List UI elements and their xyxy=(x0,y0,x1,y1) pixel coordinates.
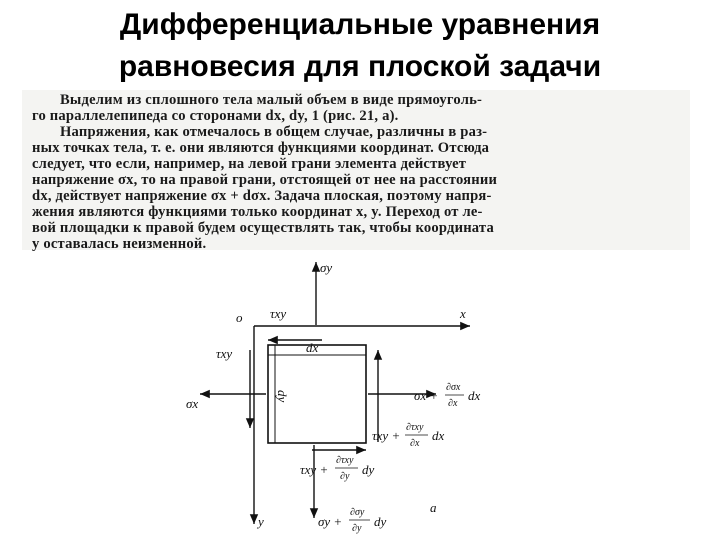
label-tau-right-num: ∂τxy xyxy=(406,422,424,433)
scan-line-2: го параллелепипеда со сторонами dx, dy, 1 (рис. 21, а). xyxy=(32,108,399,124)
label-tau-bottom-num: ∂τxy xyxy=(336,455,354,466)
label-tau-right-base: τxy + xyxy=(372,428,401,443)
label-x-axis: x xyxy=(460,306,466,321)
scan-line-10: y оставалась неизменной. xyxy=(32,236,207,252)
scan-line-3: Напряжения, как отмечалось в общем случае, различны в раз- xyxy=(60,124,488,140)
scan-line-5: следует, что если, например, на левой грани элемента действует xyxy=(32,156,467,172)
scan-line-1: Выделим из сплошного тела малый объем в виде прямоуголь- xyxy=(60,92,483,108)
title-line-2: равновесия для плоской задачи xyxy=(118,50,602,83)
label-sigma-y-bottom-base: σy + xyxy=(318,514,343,529)
scan-line-4: ных точках тела, т. е. они являются функциями координат. Отсюда xyxy=(32,140,490,156)
label-origin: o xyxy=(236,310,243,325)
label-sigma-y: σy xyxy=(320,260,333,275)
label-figure-letter: a xyxy=(430,500,437,515)
label-tau-bottom-den: ∂y xyxy=(340,471,350,482)
label-sigma-x-right-num: ∂σx xyxy=(446,382,461,393)
label-tau-bottom-tail: dy xyxy=(362,462,375,477)
label-sigma-x-right-base: σx + xyxy=(414,388,439,403)
label-sigma-y-bottom-den: ∂y xyxy=(352,523,362,534)
label-tau-left: τxy xyxy=(216,346,233,361)
label-tau-bottom-base: τxy + xyxy=(300,462,329,477)
label-sigma-y-bottom-tail: dy xyxy=(374,514,387,529)
label-dx: dx xyxy=(306,340,319,355)
title-line-1: Дифференциальные уравнения xyxy=(119,8,601,41)
scan-line-7: dx, действует напряжение σx + dσx. Задача плоская, поэтому напря- xyxy=(32,188,492,204)
scan-line-8: жения являются функциями только координат x, y. Переход от ле- xyxy=(32,204,483,220)
label-sigma-x-right-den: ∂x xyxy=(448,398,458,409)
label-sigma-y-bottom-num: ∂σy xyxy=(350,507,365,518)
label-tau-top: τxy xyxy=(270,306,287,321)
label-tau-right-tail: dx xyxy=(432,428,445,443)
label-dy: dy xyxy=(275,390,290,403)
label-sigma-x-left: σx xyxy=(186,396,199,411)
label-sigma-x-right-tail: dx xyxy=(468,388,481,403)
label-y-axis: y xyxy=(258,514,264,529)
label-tau-right-den: ∂x xyxy=(410,438,420,449)
scan-line-9: вой площадки к правой будем осуществлять так, чтобы координата xyxy=(32,220,494,236)
scan-line-6: напряжение σx, то на правой грани, отстоящей от нее на расстоянии xyxy=(32,172,498,188)
